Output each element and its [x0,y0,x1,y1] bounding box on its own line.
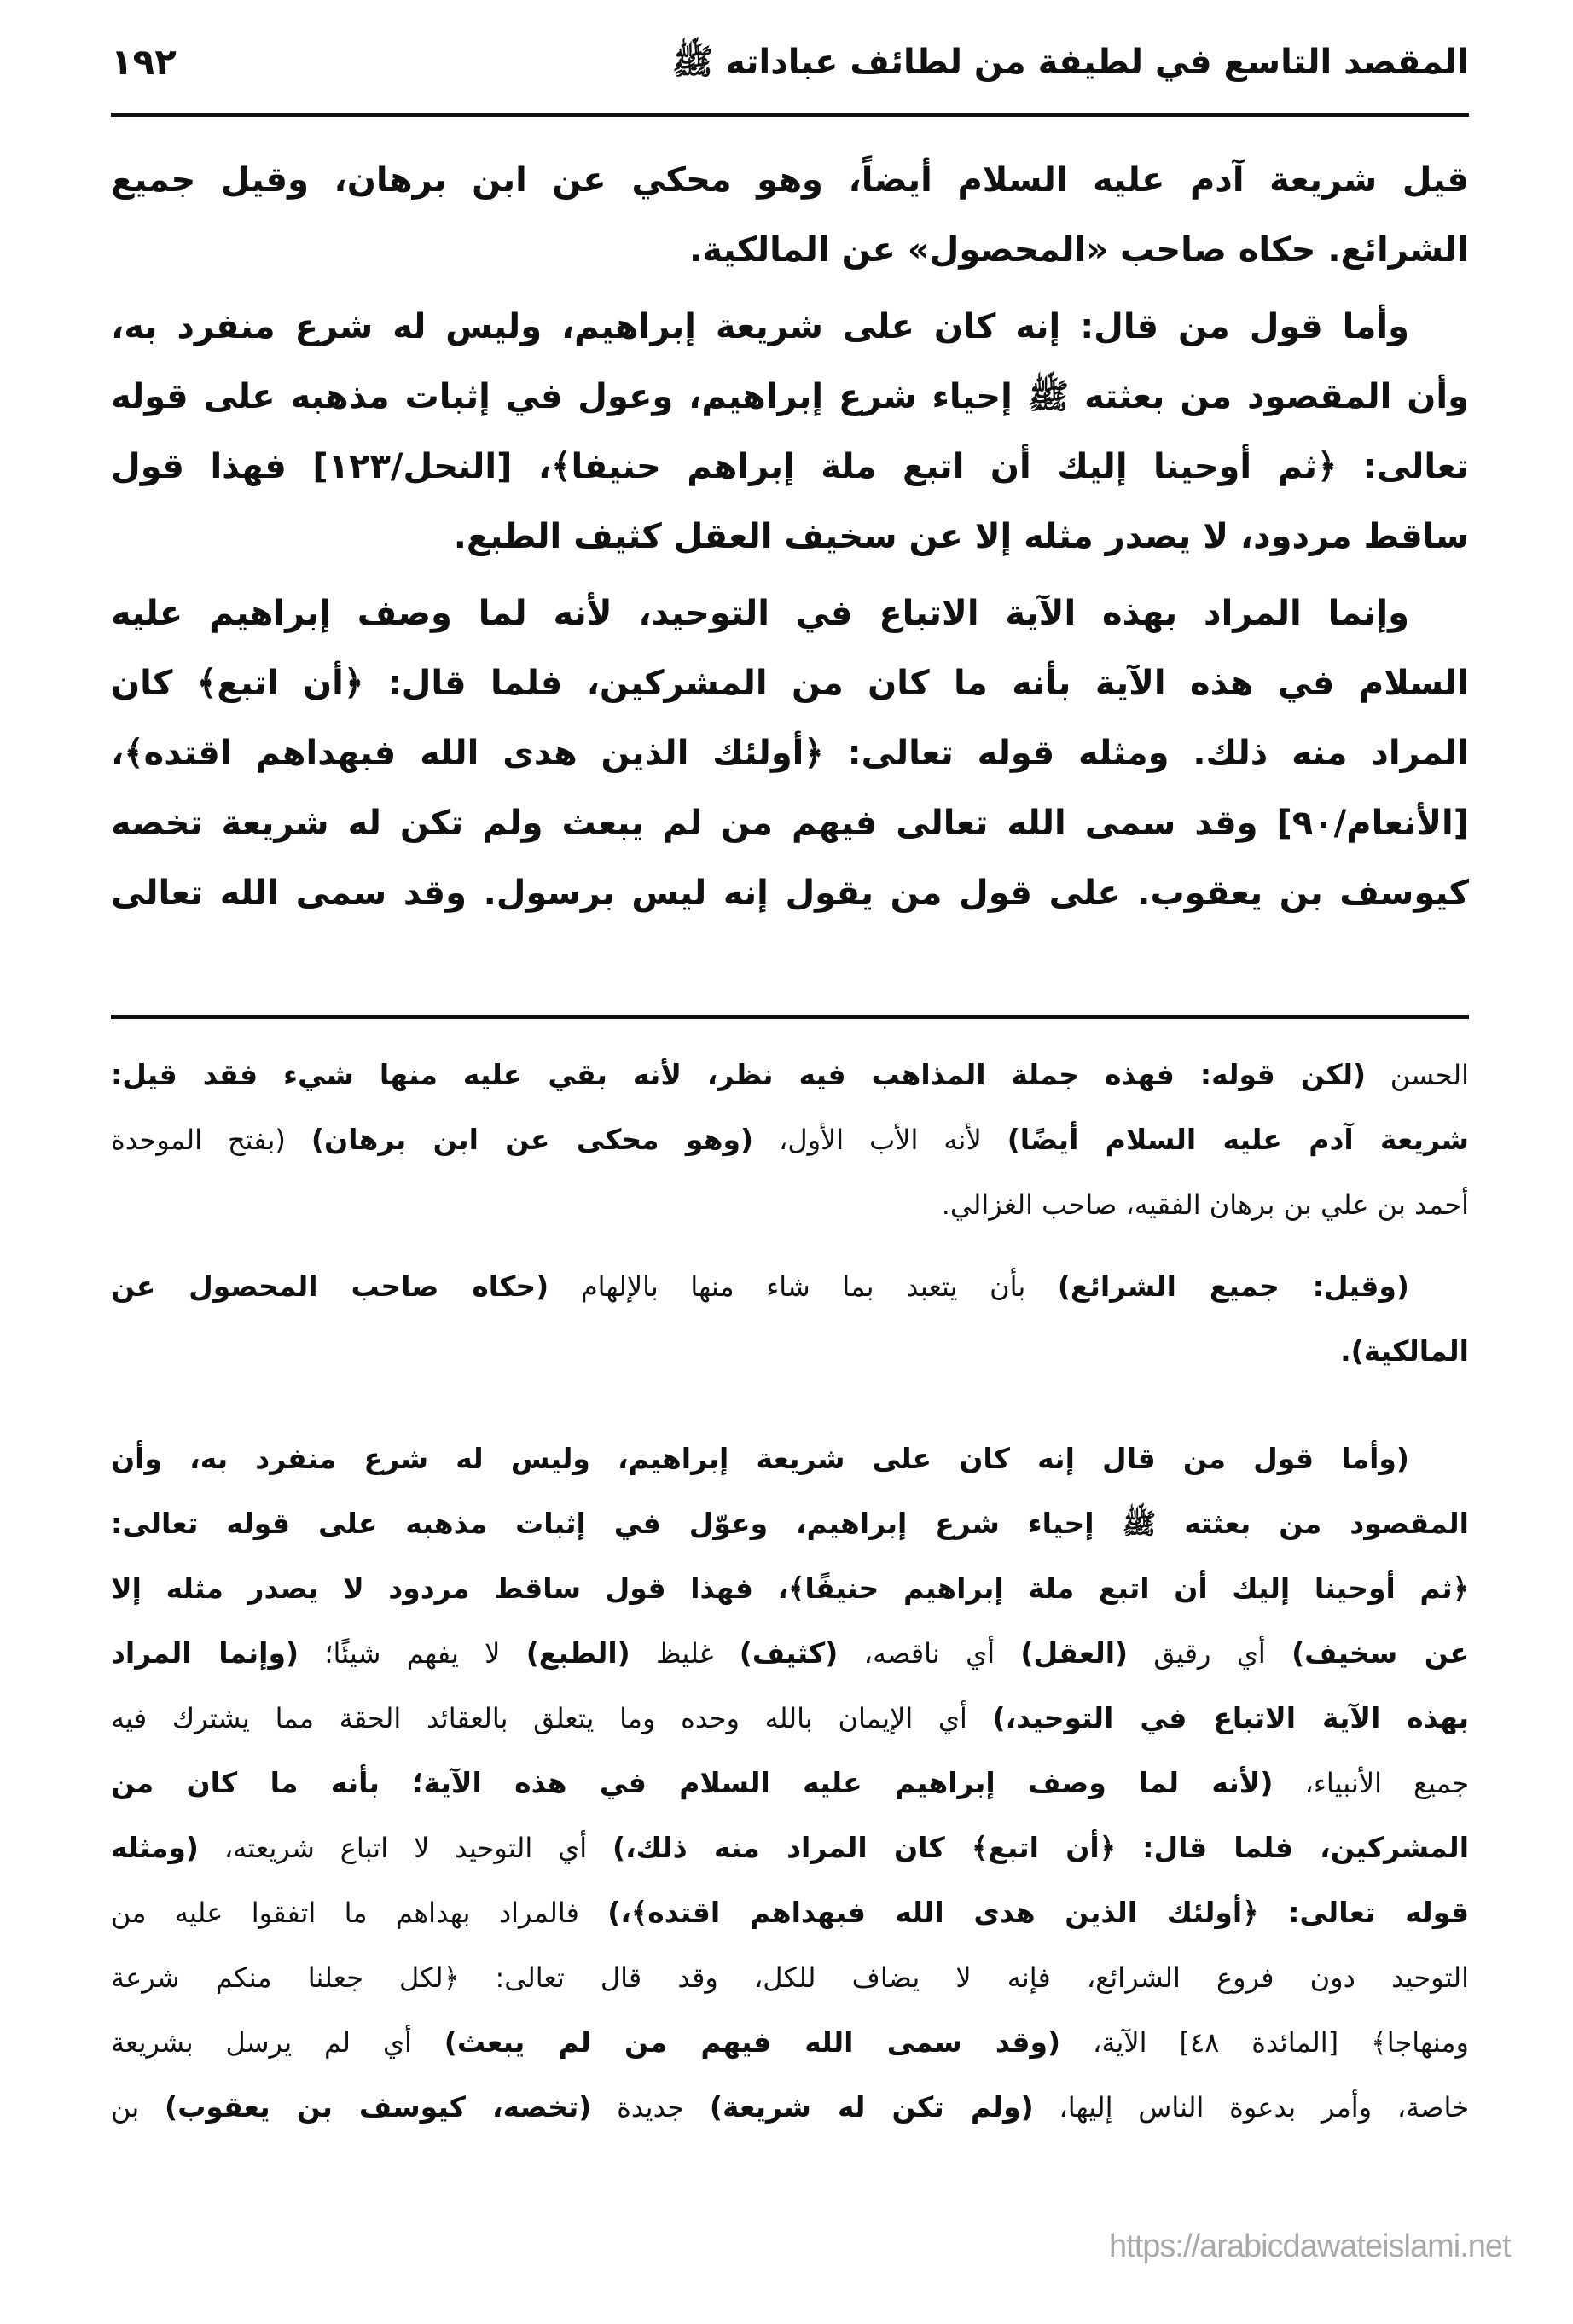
quoted-matn-text: بهذه الآية الاتباع في التوحيد،) [992,1701,1470,1734]
footnote-paragraph [111,1043,1469,1237]
quoted-matn-text: عن سخيف) [1291,1636,1470,1670]
footnote-line [111,2075,1469,2140]
commentary-text: أي لم يرسل بشريعة [111,2026,444,2059]
text-line: كيوسف بن يعقوب. على قول من يقول إنه ليس برسول. وقد سمى الله تعالى [111,874,1469,913]
quoted-matn-text: (تخصه، كيوسف بن يعقوب) [165,2090,592,2124]
main-paragraph [111,145,1469,285]
running-header [111,34,1469,94]
footnote-line [111,1751,1469,1816]
quoted-matn-text: ﴿ثم أوحينا إليك أن اتبع ملة إبراهيم حنيفًا﴾، فهذا قول ساقط مردود لا يصدر مثله إلا [111,1572,1469,1605]
quoted-matn-text: شريعة آدم عليه السلام أيضًا) [1007,1123,1469,1156]
quoted-matn-text: المشركين، فلما قال: ﴿أن اتبع﴾ كان المراد منه ذلك،) [612,1831,1470,1864]
text-line: [الأنعام/٩٠] وقد سمى الله تعالى فيهم من لم يبعث ولم تكن له شريعة تخصه [111,804,1469,843]
commentary-text: بن [111,2091,165,2124]
text-line: تعالى: ﴿ثم أوحينا إليك أن اتبع ملة إبراهم حنيفا﴾، [النحل/١٢٣] فهذا قول [111,447,1470,486]
text-line: قيل شريعة آدم عليه السلام أيضاً، وهو محكي عن ابن برهان، وقيل جميع [111,160,1469,200]
footnote-line [111,1172,1469,1237]
commentary-text: جميع الأنبياء، [1273,1767,1469,1799]
header-title: المقصد التاسع في لطيفة من لطائف عباداته ﷺ [671,43,1469,82]
quoted-matn-text: (وهو محكى عن ابن برهان) [311,1123,754,1156]
header-rule [111,113,1469,117]
quoted-matn-text: المالكية). [1340,1334,1469,1368]
footnote-line [111,1043,1469,1107]
footnote-line [111,2010,1469,2075]
quoted-matn-text: (لكن قوله: فهذه جملة المذاهب فيه نظر، لأنه بقي عليه منها شيء فقد قيل: [111,1058,1367,1091]
footnote-line [111,1426,1469,1491]
footnote-paragraph [111,1426,1469,2140]
commentary-text: بأن يتعبد بما شاء منها بالإلهام [549,1270,1058,1303]
commentary-text: أي التوحيد لا اتباع شريعته، [198,1832,613,1864]
quoted-matn-text: (حكاه صاحب المحصول عن [111,1269,549,1303]
main-paragraph [111,578,1469,928]
commentary-text: أي ناقصه، [838,1637,1021,1670]
text-line: وأما قول من قال: إنه كان على شريعة إبراهيم، وليس له شرع منفرد به، [111,307,1409,346]
footnote-line [111,1816,1469,1880]
quoted-matn-text: (ولم تكن له شريعة) [709,2090,1034,2124]
main-text [111,145,1469,928]
footnote-paragraph [111,1254,1469,1384]
footnote-line [111,1686,1469,1751]
text-line: المراد منه ذلك. ومثله قوله تعالى: ﴿أولئك الذين هدى الله فبهداهم اقتده﴾، [111,734,1469,773]
quoted-matn-text: (الطبع) [525,1636,630,1670]
quoted-matn-text: (العقل) [1020,1636,1129,1670]
commentary-footnotes [111,1043,1469,2140]
quoted-matn-text: (وأما قول من قال إنه كان على شريعة إبراهيم، وليس له شرع منفرد به، وأن [111,1442,1409,1475]
footnote-line [111,1491,1469,1556]
text-line: ساقط مردود، لا يصدر مثله إلا عن سخيف العقل كثيف الطبع. [453,517,1469,556]
commentary-text: أي رقيق [1128,1637,1292,1670]
text-line: وإنما المراد بهذه الآية الاتباع في التوحيد، لأنه لما وصف إبراهيم عليه [111,594,1409,633]
commentary-text: لا يفهم شيئًا؛ [299,1637,526,1670]
footnote-line [111,1556,1469,1621]
commentary-text: أي الإيمان بالله وحده وما يتعلق بالعقائد الحقة مما يشترك فيه [111,1702,993,1734]
commentary-text: خاصة، وأمر بدعوة الناس إليها، [1033,2091,1470,2124]
text-line: الشرائع. حكاه صاحب «المحصول» عن المالكية. [689,230,1469,270]
quoted-matn-text: (وقيل: جميع الشرائع) [1057,1269,1409,1303]
commentary-text: الحسن [1366,1059,1470,1091]
footnote-line [111,1880,1469,1945]
quoted-matn-text: (وقد سمى الله فيهم من لم يبعث) [444,2025,1061,2059]
commentary-text: جديدة [591,2091,710,2124]
commentary-text: التوحيد دون فروع الشرائع، فإنه لا يضاف للكل، وقد قال تعالى: ﴿لكل جعلنا منكم شرعة [111,1961,1469,1994]
commentary-text: أحمد بن علي بن برهان الفقيه، صاحب الغزالي. [941,1188,1469,1221]
commentary-text: غليظ [630,1637,740,1670]
commentary-text: ومنهاجا﴾ [المائدة ٤٨] الآية، [1060,2026,1469,2059]
text-line: السلام في هذه الآية بأنه ما كان من المشركين، فلما قال: ﴿أن اتبع﴾ كان [111,664,1469,703]
watermark-url: https://arabicdawateislami.net [1109,2228,1511,2264]
footnote-line [111,1254,1469,1319]
footnote-line [111,1107,1469,1172]
page-number: ١٩٢ [111,41,177,83]
commentary-text: لأنه الأب الأول، [753,1124,1007,1156]
footnote-rule [111,1015,1469,1019]
quoted-matn-text: (ومثله [111,1831,199,1864]
footnote-line [111,1319,1469,1384]
quoted-matn-text: قوله تعالى: ﴿أولئك الذين هدى الله فبهداهم اقتده﴾،) [607,1896,1469,1929]
footnote-line [111,1621,1469,1686]
quoted-matn-text: (لأنه لما وصف إبراهيم عليه السلام في هذه الآية؛ بأنه ما كان من [111,1766,1274,1799]
quoted-matn-text: (وإنما المراد [111,1636,299,1670]
text-line: وأن المقصود من بعثته ﷺ إحياء شرع إبراهيم، وعول في إثبات مذهبه على قوله [111,377,1469,416]
quoted-matn-text: المقصود من بعثته ﷺ إحياء شرع إبراهيم، وعوّل في إثبات مذهبه على قوله تعالى: [111,1507,1469,1540]
footnote-line [111,1945,1469,2010]
quoted-matn-text: (كثيف) [739,1636,839,1670]
main-paragraph [111,292,1469,572]
commentary-text: فالمراد بهداهم ما اتفقوا عليه من [111,1897,608,1929]
commentary-text: (بفتح الموحدة [111,1124,311,1156]
